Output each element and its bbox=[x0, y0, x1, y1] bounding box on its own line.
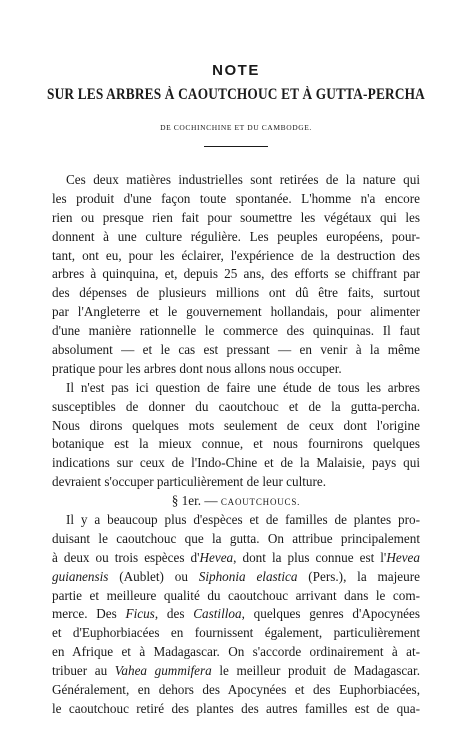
text-line: par l'Angleterre et le gouvernement hollandais, pour alimenter bbox=[52, 304, 420, 320]
text-line: Généralement, en dehors des Apocynées et des Euphorbiacées, bbox=[52, 682, 420, 698]
text-run: (Aublet) ou bbox=[108, 568, 199, 584]
heading-subtitle: DE COCHINCHINE ET DU CAMBODGE. bbox=[160, 123, 312, 132]
text-line bbox=[52, 605, 420, 624]
species-name: Siphonia elastica bbox=[198, 568, 298, 584]
text-line: pratique pour les arbres dont nous allons nous occuper. bbox=[52, 360, 342, 376]
heading-title: SUR LES ARBRES À CAOUTCHOUC ET À GUTTA-PERCHA bbox=[47, 86, 425, 103]
text-line: absolument — et le cas est pressant — en venir à la même bbox=[52, 342, 420, 358]
genus-name: Hevea bbox=[199, 549, 234, 565]
text-line: botanique est la mieux connue, et nous fournirons quelques bbox=[52, 436, 420, 452]
text-line: les produit d'une façon toute spontanée. L'homme n'a encore bbox=[52, 190, 420, 206]
text-line: arbres à quinquina, et, depuis 25 ans, des efforts se chiffrant par bbox=[52, 266, 420, 282]
text-line: Ces deux matières industrielles sont retirées de la nature qui bbox=[66, 172, 420, 187]
section-number: § 1er. — bbox=[171, 493, 218, 509]
text-line: Nous dirons quelques mots seulement de ceux dont l'origine bbox=[52, 417, 420, 433]
text-line: le caoutchouc retiré des plantes des autres familles est de qua- bbox=[52, 700, 420, 716]
genus-name: Ficus bbox=[125, 606, 155, 622]
body-text bbox=[52, 171, 420, 719]
section-heading bbox=[52, 492, 420, 511]
text-line: Il n'est pas ici question de faire une étude de tous les arbres bbox=[66, 379, 420, 395]
text-line bbox=[52, 568, 420, 587]
text-line: donnent à une culture régulière. Les peuples européens, pour- bbox=[52, 228, 420, 244]
text-run: tribuer au bbox=[52, 663, 115, 679]
text-line bbox=[52, 549, 420, 568]
species-name: Vahea gummifera bbox=[114, 663, 212, 679]
text-line: Il y a beaucoup plus d'espèces et de familles de plantes pro- bbox=[66, 512, 420, 528]
genus-name: Castilloa bbox=[193, 606, 242, 622]
text-run: le meilleur produit de Madagascar. bbox=[211, 663, 420, 679]
text-line: devraient s'occuper particulièrement de leur culture. bbox=[52, 474, 327, 490]
text-run: à deux ou trois espèces d' bbox=[52, 549, 200, 565]
text-line bbox=[52, 662, 420, 681]
text-line: d'une manière rationnelle le commerce des quinquinas. Il faut bbox=[52, 323, 420, 339]
heading-note: NOTE bbox=[212, 62, 260, 79]
text-line: tant, ont eu, pour les éclairer, l'expérience de la destruction des bbox=[52, 247, 420, 263]
text-run: (Pers.), la majeure bbox=[297, 568, 420, 584]
text-line: rien ou presque rien fait pour soumettre les végétaux qui les bbox=[52, 209, 420, 225]
species-name: guianensis bbox=[52, 568, 109, 584]
text-run: , quelques genres d'Apocynées bbox=[241, 606, 420, 622]
section-title: CAOUTCHOUCS. bbox=[220, 497, 301, 508]
text-line: susceptibles de donner du caoutchouc et de la gutta-percha. bbox=[52, 398, 420, 414]
text-line: et d'Euphorbiacées en fournissent également, particulièrement bbox=[52, 625, 420, 641]
text-line: indications sur ceux de l'Indo-Chine et de la Malaisie, pays qui bbox=[52, 455, 420, 471]
genus-name: Hevea bbox=[386, 549, 420, 565]
text-line: partie et meilleure qualité du caoutchouc arrivant dans le com- bbox=[52, 587, 420, 603]
text-line: en Afrique et à Madagascar. On s'accorde ordinairement à at- bbox=[52, 644, 420, 660]
text-line: des dépenses de plusieurs millions ont dû être faits, surtout bbox=[52, 285, 420, 301]
text-line: duisant le caoutchouc que la gutta. On attribue principalement bbox=[52, 530, 420, 546]
title-rule bbox=[204, 146, 268, 147]
text-run: , des bbox=[154, 606, 194, 622]
text-run: , dont la plus connue est l' bbox=[233, 549, 387, 565]
text-run: merce. Des bbox=[52, 606, 126, 622]
